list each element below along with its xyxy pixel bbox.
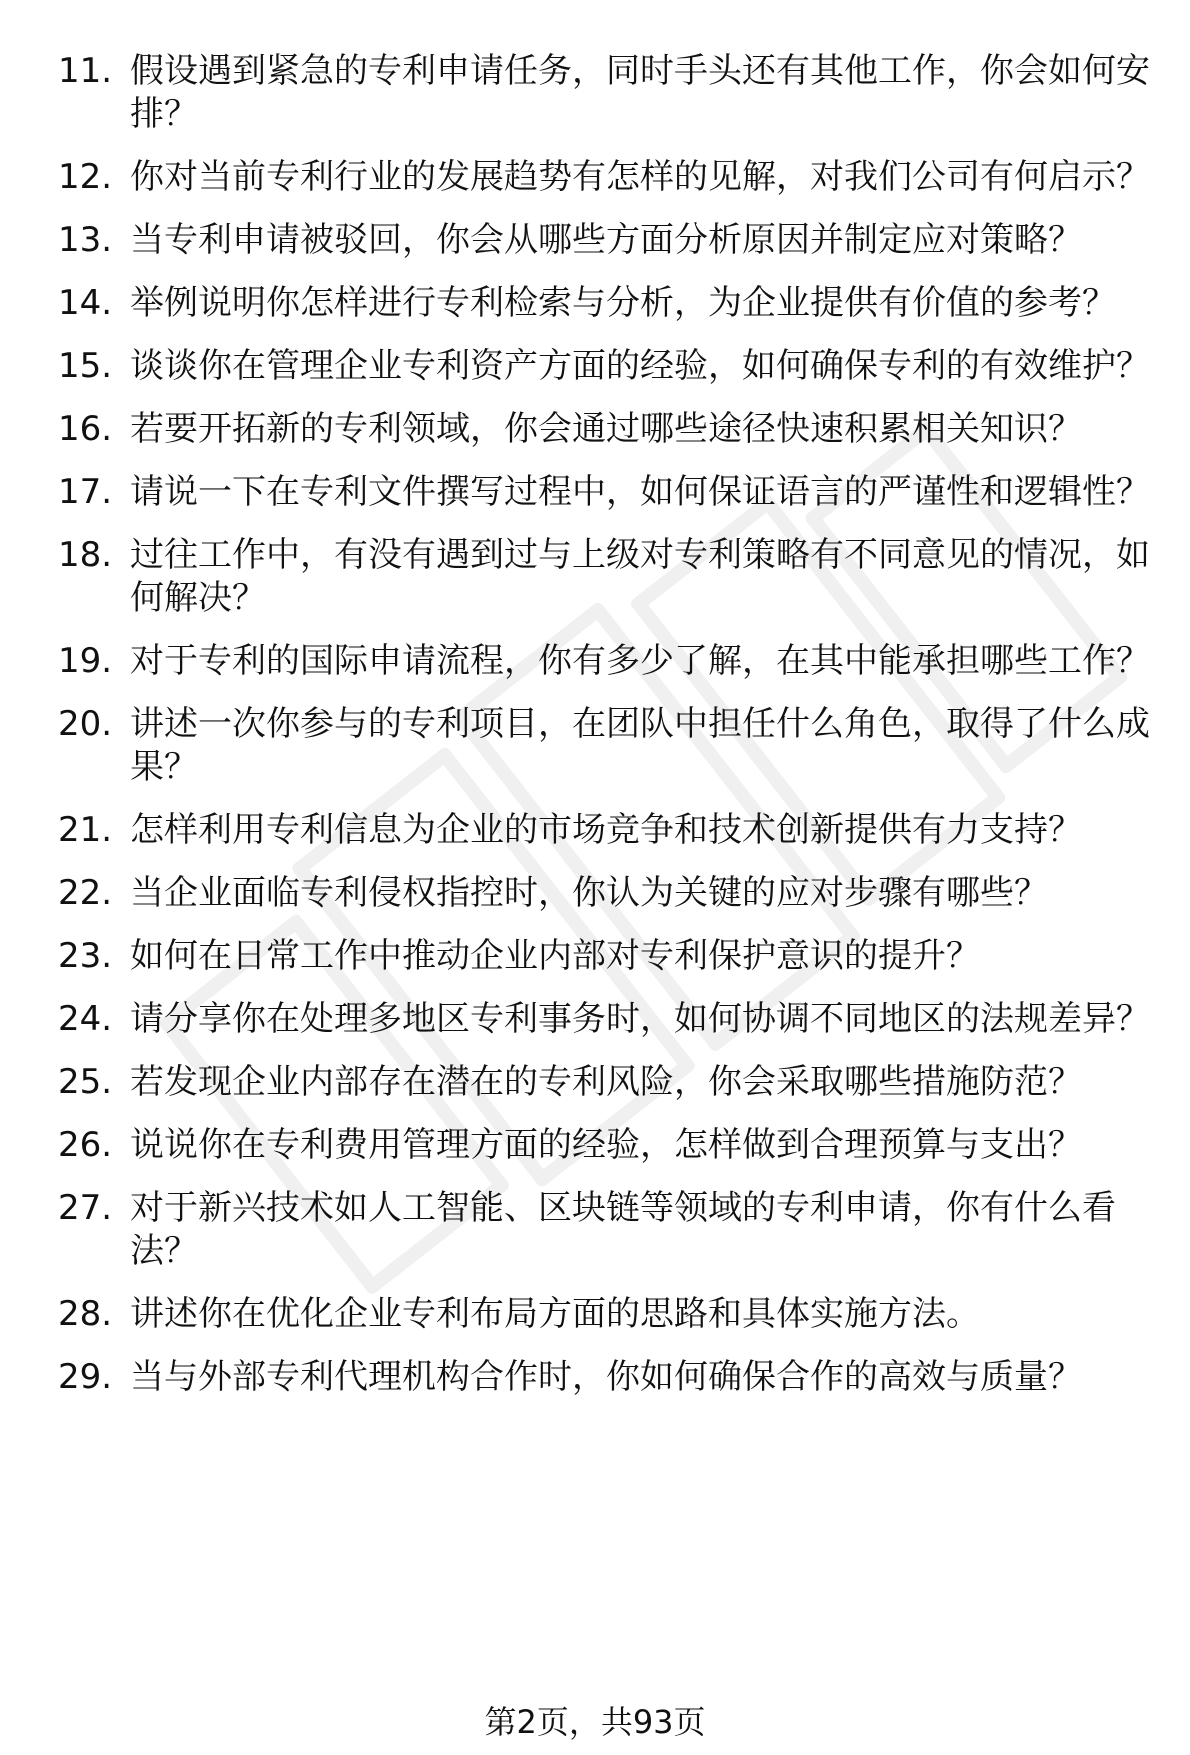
question-item [58, 156, 1160, 199]
question-number: 18. [58, 535, 113, 575]
question-number: 28. [58, 1294, 113, 1334]
question-text: 谈谈你在管理企业专利资产方面的经验，如何确保专利的有效维护？ [130, 346, 1150, 386]
question-text: 讲述一次你参与的专利项目，在团队中担任什么角色，取得了什么成果？ [130, 704, 1150, 787]
question-item [58, 1124, 1160, 1167]
question-item [58, 345, 1160, 388]
question-text: 举例说明你怎样进行专利检索与分析，为企业提供有价值的参考？ [130, 283, 1116, 323]
question-text: 请分享你在处理多地区专利事务时，如何协调不同地区的法规差异？ [130, 999, 1150, 1039]
question-text: 你对当前专利行业的发展趋势有怎样的见解，对我们公司有何启示？ [130, 157, 1150, 197]
question-text: 怎样利用专利信息为企业的市场竞争和技术创新提供有力支持？ [130, 810, 1082, 850]
question-number: 12. [58, 157, 113, 197]
question-item [58, 471, 1160, 514]
question-item [58, 408, 1160, 451]
question-item [58, 1293, 1160, 1336]
question-number: 24. [58, 999, 113, 1039]
page-footer [0, 1702, 1190, 1742]
question-item [58, 935, 1160, 978]
question-item [58, 872, 1160, 915]
question-number: 22. [58, 873, 113, 913]
question-item [58, 640, 1160, 683]
question-item [58, 534, 1160, 620]
question-text: 请说一下在专利文件撰写过程中，如何保证语言的严谨性和逻辑性？ [130, 472, 1150, 512]
question-text: 若要开拓新的专利领域，你会通过哪些途径快速积累相关知识？ [130, 409, 1082, 449]
question-number: 11. [58, 51, 113, 91]
question-number: 16. [58, 409, 113, 449]
question-text: 假设遇到紧急的专利申请任务，同时手头还有其他工作，你会如何安排？ [130, 51, 1150, 134]
question-item [58, 50, 1160, 136]
question-number: 21. [58, 810, 113, 850]
question-item [58, 809, 1160, 852]
question-text: 对于专利的国际申请流程，你有多少了解，在其中能承担哪些工作？ [130, 641, 1150, 681]
question-number: 25. [58, 1062, 113, 1102]
question-item [58, 219, 1160, 262]
question-number: 17. [58, 472, 113, 512]
question-item [58, 998, 1160, 1041]
question-text: 当专利申请被驳回，你会从哪些方面分析原因并制定应对策略？ [130, 220, 1082, 260]
question-text: 当与外部专利代理机构合作时，你如何确保合作的高效与质量？ [130, 1357, 1082, 1397]
question-text: 对于新兴技术如人工智能、区块链等领域的专利申请，你有什么看法？ [130, 1188, 1116, 1271]
question-item [58, 1356, 1160, 1399]
question-text: 过往工作中，有没有遇到过与上级对专利策略有不同意见的情况，如何解决？ [130, 535, 1150, 618]
page-number-label: 第2页，共93页 [484, 1703, 706, 1741]
question-number: 26. [58, 1125, 113, 1165]
question-item [58, 703, 1160, 789]
question-text: 若发现企业内部存在潜在的专利风险，你会采取哪些措施防范？ [130, 1062, 1082, 1102]
question-text: 说说你在专利费用管理方面的经验，怎样做到合理预算与支出？ [130, 1125, 1082, 1165]
question-text: 如何在日常工作中推动企业内部对专利保护意识的提升？ [130, 936, 980, 976]
question-text: 当企业面临专利侵权指控时，你认为关键的应对步骤有哪些？ [130, 873, 1048, 913]
question-number: 13. [58, 220, 113, 260]
question-number: 27. [58, 1188, 113, 1228]
question-text: 讲述你在优化企业专利布局方面的思路和具体实施方法。 [130, 1294, 980, 1334]
question-number: 23. [58, 936, 113, 976]
question-number: 20. [58, 704, 113, 744]
question-item [58, 282, 1160, 325]
question-number: 15. [58, 346, 113, 386]
question-number: 19. [58, 641, 113, 681]
question-list [58, 50, 1160, 1419]
question-number: 14. [58, 283, 113, 323]
question-item [58, 1061, 1160, 1104]
question-number: 29. [58, 1357, 113, 1397]
question-item [58, 1187, 1160, 1273]
